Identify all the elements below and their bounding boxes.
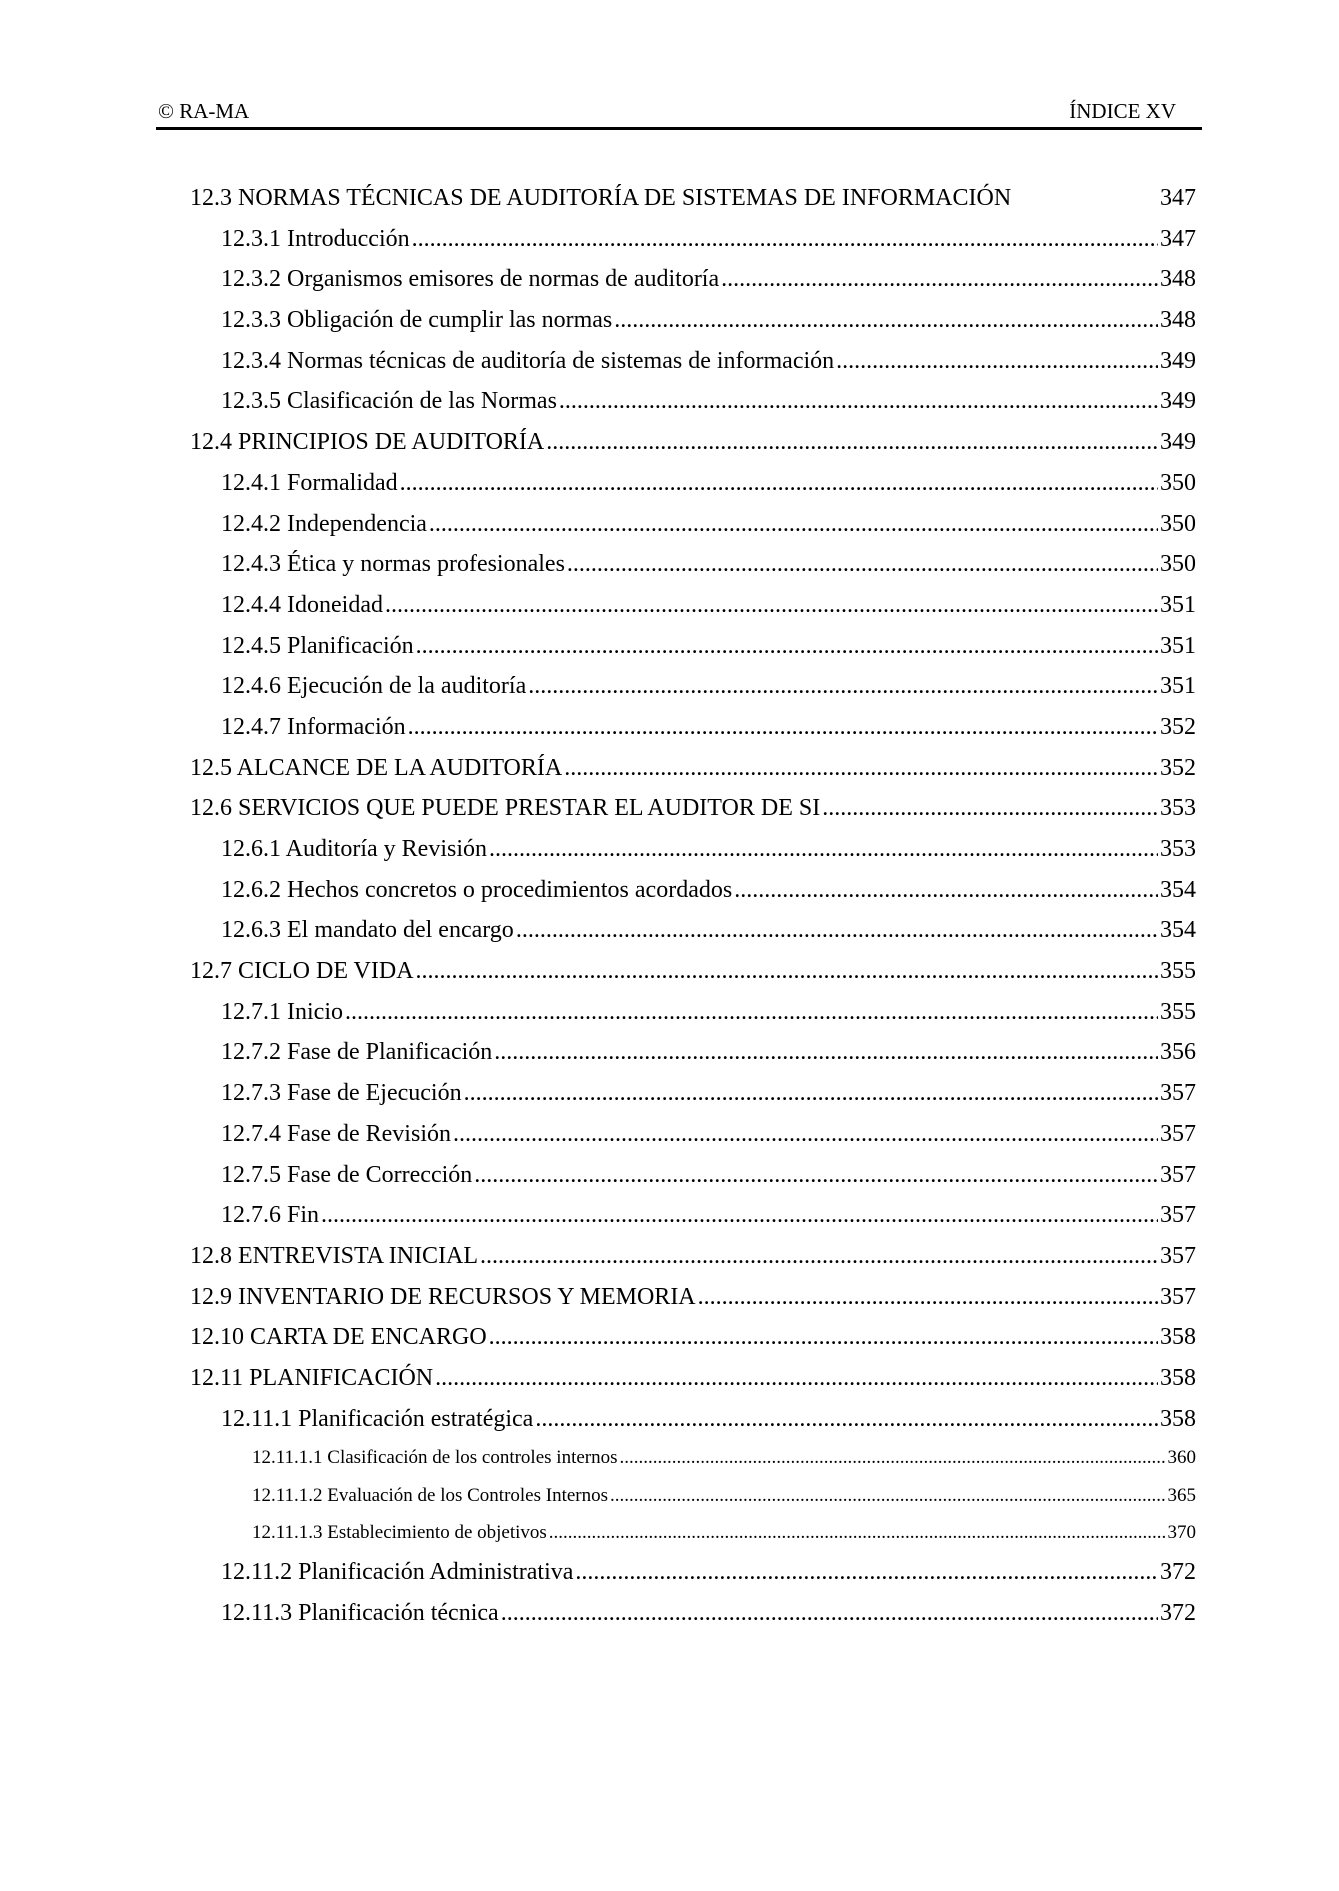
dot-leader — [721, 259, 1158, 300]
toc-entry-title: 12.7.5 Fase de Corrección — [221, 1161, 473, 1188]
toc-entry — [190, 1277, 1196, 1318]
toc-entry-title: 12.11.1.1 Clasificación de los controles internos — [252, 1447, 618, 1469]
toc-entry-title: 12.5 ALCANCE DE LA AUDITORÍA — [190, 754, 563, 781]
dot-leader — [501, 1593, 1158, 1634]
dot-leader — [836, 341, 1158, 382]
toc-entry-page: 355 — [1160, 998, 1196, 1025]
toc-entry-title: 12.4.7 Información — [221, 713, 406, 740]
toc-entry-title: 12.6 SERVICIOS QUE PUEDE PRESTAR EL AUDITOR DE SI — [190, 795, 821, 822]
toc-entry-title: 12.8 ENTREVISTA INICIAL — [190, 1242, 479, 1269]
toc-entry — [190, 463, 1196, 504]
toc-entry-page: 352 — [1160, 713, 1196, 740]
toc-entry-page: 360 — [1167, 1447, 1196, 1469]
toc-entry — [190, 829, 1196, 870]
toc-entry-title: 12.6.2 Hechos concretos o procedimientos acordados — [221, 876, 733, 903]
dot-leader — [408, 707, 1158, 748]
toc-entry-title: 12.7.1 Inicio — [221, 998, 343, 1025]
toc-entry-page: 347 — [1160, 225, 1196, 252]
dot-leader — [567, 544, 1158, 585]
toc-entry — [190, 341, 1196, 382]
dot-leader — [516, 910, 1158, 951]
dot-leader — [610, 1477, 1165, 1515]
dot-leader — [620, 1439, 1166, 1477]
toc-entry — [190, 178, 1196, 219]
publisher-mark: © RA-MA — [158, 99, 250, 123]
toc-entry-page: 350 — [1160, 510, 1196, 537]
section-label: ÍNDICE XV — [1069, 99, 1176, 123]
toc-entry — [190, 1195, 1196, 1236]
toc-entry-page: 348 — [1160, 307, 1196, 334]
toc-entry — [190, 1399, 1196, 1440]
toc-entry-page: 357 — [1160, 1161, 1196, 1188]
toc-entry — [190, 219, 1196, 260]
toc-entry — [190, 259, 1196, 300]
toc-entry-page: 351 — [1160, 591, 1196, 618]
toc-entry-title: 12.9 INVENTARIO DE RECURSOS Y MEMORIA — [190, 1283, 696, 1310]
toc-entry — [190, 1032, 1196, 1073]
toc-entry-page: 352 — [1160, 754, 1196, 781]
toc-entry-title: 12.6.1 Auditoría y Revisión — [221, 836, 487, 862]
toc-entry-title: 12.3.5 Clasificación de las Normas — [221, 388, 557, 415]
dot-leader — [429, 504, 1158, 545]
toc-entry-page: 356 — [1160, 1039, 1196, 1066]
dot-leader — [549, 1514, 1166, 1552]
toc-entry-page: 357 — [1160, 1283, 1196, 1310]
toc-entry-title: 12.11.2 Planificación Administrativa — [221, 1558, 574, 1585]
dot-leader — [464, 1073, 1158, 1114]
toc-entry-title: 12.4.3 Ética y normas profesionales — [221, 551, 565, 578]
toc-entry — [190, 422, 1196, 463]
toc-entry-page: 354 — [1160, 876, 1196, 903]
toc-entry-title: 12.7.6 Fin — [221, 1202, 320, 1229]
toc-entry — [190, 910, 1196, 951]
toc-entry-title: 12.3.4 Normas técnicas de auditoría de sistemas de información — [221, 347, 835, 374]
dot-leader — [559, 381, 1158, 422]
toc-entry-page: 353 — [1160, 795, 1196, 822]
toc-entry — [190, 1317, 1196, 1358]
toc-entry-title: 12.11.1 Planificación estratégica — [221, 1405, 534, 1432]
toc-entry-page: 365 — [1167, 1484, 1196, 1506]
toc-entry — [190, 1236, 1196, 1277]
toc-entry-title: 12.4.6 Ejecución de la auditoría — [221, 673, 527, 700]
toc-entry-page: 358 — [1160, 1364, 1196, 1391]
toc-entry-title: 12.11 PLANIFICACIÓN — [190, 1364, 434, 1391]
dot-leader — [528, 666, 1158, 707]
toc-entry-page: 357 — [1160, 1080, 1196, 1107]
toc-entry — [190, 300, 1196, 341]
dot-leader — [489, 1317, 1158, 1358]
toc-entry-title: 12.7.2 Fase de Planificación — [221, 1039, 493, 1066]
running-header — [156, 96, 1202, 126]
dot-leader — [416, 626, 1158, 667]
toc-entry — [190, 544, 1196, 585]
toc-entry-page: 353 — [1160, 836, 1196, 862]
toc-entry — [190, 585, 1196, 626]
toc-entry-page: 351 — [1160, 673, 1196, 700]
dot-leader — [575, 1552, 1158, 1593]
dot-leader — [412, 219, 1158, 260]
dot-leader — [474, 1155, 1158, 1196]
toc-entry-title: 12.7.3 Fase de Ejecución — [221, 1080, 462, 1107]
toc-entry-title: 12.11.1.3 Establecimiento de objetivos — [252, 1522, 547, 1544]
toc-entry-title: 12.3.3 Obligación de cumplir las normas — [221, 307, 613, 334]
toc-entry-title: 12.4.1 Formalidad — [221, 469, 398, 496]
toc-entry — [190, 504, 1196, 545]
toc-entry — [190, 707, 1196, 748]
dot-leader — [453, 1114, 1158, 1155]
toc-entry — [190, 1477, 1196, 1515]
dot-leader — [564, 748, 1158, 789]
toc-entry — [190, 1552, 1196, 1593]
toc-entry — [190, 992, 1196, 1033]
table-of-contents — [190, 178, 1196, 1633]
toc-entry-page: 372 — [1160, 1599, 1196, 1626]
dot-leader — [416, 951, 1158, 992]
toc-entry-page: 354 — [1160, 917, 1196, 944]
toc-entry-title: 12.4.4 Idoneidad — [221, 591, 383, 618]
dot-leader — [822, 788, 1158, 829]
toc-entry — [190, 381, 1196, 422]
toc-entry — [190, 788, 1196, 829]
toc-entry-page: 355 — [1160, 958, 1196, 985]
toc-entry-title: 12.3.2 Organismos emisores de normas de auditoría — [221, 266, 720, 293]
toc-entry-title: 12.6.3 El mandato del encargo — [221, 917, 514, 944]
toc-entry-title: 12.3 NORMAS TÉCNICAS DE AUDITORÍA DE SISTEMAS DE INFORMACIÓN — [190, 185, 1012, 211]
toc-entry — [190, 951, 1196, 992]
dot-leader — [698, 1277, 1158, 1318]
toc-entry-page: 350 — [1160, 469, 1196, 496]
dot-leader — [345, 992, 1158, 1033]
toc-entry-page: 347 — [1160, 185, 1196, 211]
toc-entry — [190, 1358, 1196, 1399]
toc-entry — [190, 626, 1196, 667]
dot-leader — [480, 1236, 1158, 1277]
toc-entry — [190, 1073, 1196, 1114]
toc-entry-title: 12.11.3 Planificación técnica — [221, 1599, 499, 1626]
toc-entry-page: 358 — [1160, 1324, 1196, 1351]
toc-entry-title: 12.10 CARTA DE ENCARGO — [190, 1324, 487, 1351]
toc-entry-page: 349 — [1160, 388, 1196, 415]
toc-entry-title: 12.3.1 Introducción — [221, 225, 410, 252]
toc-entry-page: 357 — [1160, 1242, 1196, 1269]
toc-entry-title: 12.4.2 Independencia — [221, 510, 427, 537]
toc-entry-title: 12.4.5 Planificación — [221, 632, 414, 659]
toc-entry-title: 12.7.4 Fase de Revisión — [221, 1120, 451, 1147]
dot-leader — [400, 463, 1158, 504]
toc-entry-page: 348 — [1160, 266, 1196, 293]
toc-entry — [190, 666, 1196, 707]
toc-entry-page: 372 — [1160, 1558, 1196, 1585]
dot-leader — [494, 1032, 1158, 1073]
toc-entry — [190, 1439, 1196, 1477]
dot-leader — [614, 300, 1158, 341]
toc-entry — [190, 748, 1196, 789]
dot-leader — [546, 422, 1158, 463]
toc-entry-page: 357 — [1160, 1120, 1196, 1147]
toc-entry-title: 12.11.1.2 Evaluación de los Controles Internos — [252, 1484, 609, 1506]
toc-entry — [190, 870, 1196, 911]
dot-leader — [734, 870, 1158, 911]
dot-leader — [385, 585, 1158, 626]
toc-entry — [190, 1514, 1196, 1552]
dot-leader — [321, 1195, 1158, 1236]
toc-entry-page: 349 — [1160, 429, 1196, 456]
toc-entry — [190, 1155, 1196, 1196]
toc-entry — [190, 1593, 1196, 1634]
toc-entry — [190, 1114, 1196, 1155]
toc-entry-page: 357 — [1160, 1202, 1196, 1229]
dot-leader — [535, 1399, 1158, 1440]
dot-leader — [489, 829, 1158, 870]
toc-entry-title: 12.4 PRINCIPIOS DE AUDITORÍA — [190, 429, 545, 456]
header-rule — [156, 127, 1202, 130]
toc-entry-title: 12.7 CICLO DE VIDA — [190, 958, 414, 985]
toc-entry-page: 370 — [1167, 1522, 1196, 1544]
toc-entry-page: 358 — [1160, 1405, 1196, 1432]
dot-leader — [435, 1358, 1158, 1399]
toc-entry-page: 351 — [1160, 632, 1196, 659]
toc-entry-page: 350 — [1160, 551, 1196, 578]
toc-entry-page: 349 — [1160, 347, 1196, 374]
